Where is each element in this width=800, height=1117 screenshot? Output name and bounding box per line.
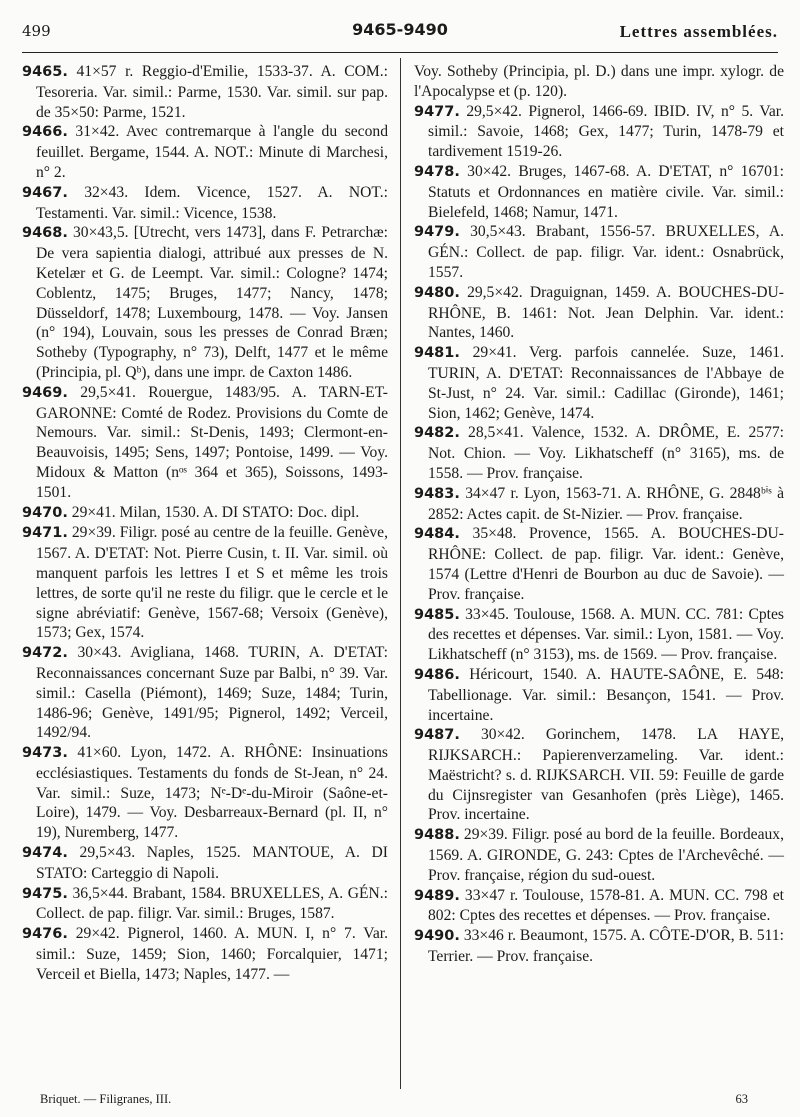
entry-number: 9476.	[22, 926, 68, 943]
entry-number: 9483.	[414, 485, 460, 502]
entry-number: 9481.	[414, 345, 460, 362]
entry-9472: 9472. 30×43. Avigliana, 1468. TURIN, A. D'ETAT: Reconnaissances concernant Suze par Balbi, n° 39. Var. simil.: Casella (Piémont), 1469; Suze, 1484; Turin, 1486-96; Genève, 1491/95; Pignerol, 1492; Verceil, 1492/94.	[22, 644, 388, 742]
entry-number: 9465.	[22, 64, 68, 80]
entry-9489: 9489. 33×47 r. Toulouse, 1578-81. A. MUN. CC. 798 et 802: Cptes des recettes et dépenses. — Prov. française.	[414, 886, 784, 925]
entry-9468: 9468. 30×43,5. [Utrecht, vers 1473], dans F. Petrarchæ: De vera sapientia dialogi, attribué aux presses de N. Ketelær et G. de Leempt. Var. simil.: Cologne? 1474; Coblentz, 1475; Bruges, 1477; Nancy, 1478; Düsseldorf, 1478; Luxembourg, 1478. — Voy. Jansen (n° 194), Louvain, sous les presses de Conrad Bræn; Sotheby (Typography, n° 73), Delft, 1477 et le même (Principia, pl. Qᵇ), dans une impr. de Caxton 1486.	[22, 224, 388, 381]
entry-9485: 9485. 33×45. Toulouse, 1568. A. MUN. CC. 781: Cptes des recettes et dépenses. Var. simil.: Lyon, 1581. — Voy. Likhatscheff (n° 3153), ms. de 1569. — Prov. française.	[414, 605, 784, 664]
entry-number: 9471.	[22, 525, 68, 542]
entry-number: 9486.	[414, 666, 460, 683]
entry-9474: 9474. 29,5×43. Naples, 1525. MANTOUE, A. DI STATO: Carteggio di Napoli.	[22, 844, 388, 882]
entry-9469: 9469. 29,5×41. Rouergue, 1483/95. A. TARN-ET-GARONNE: Comté de Rodez. Provisions du Comte de Nemours. Var. simil.: St-Denis, 1493; Clermont-en-Beauvoisis, 1495; Sens, 1497; Pontoise, 1499. — Voy. Midoux & Matton (nᵒˢ 364 et 365), Soissons, 1493-1501.	[22, 383, 388, 501]
entry-number: 9489.	[414, 887, 460, 904]
entry-number: 9480.	[414, 284, 460, 301]
footer-signature-number: 63	[735, 1092, 748, 1106]
section-title: Lettres assemblées.	[619, 22, 778, 41]
entry-number: 9474.	[22, 845, 68, 862]
entry-9476: 9476. 29×42. Pignerol, 1460. A. MUN. I, n° 7. Var. simil.: Suze, 1459; Sion, 1460; Forcalquier, 1471; Verceil et Biella, 1473; Naples, 1477. —	[22, 925, 388, 983]
entry-9479: 9479. 30,5×43. Brabant, 1556-57. BRUXELLES, A. GÉN.: Collect. de pap. filigr. Var. ident.: Osnabrück, 1557.	[414, 223, 784, 281]
entry-9478: 9478. 30×42. Bruges, 1467-68. A. D'ETAT, n° 16701: Statuts et Ordonnances en matière civile. Var. simil.: Bielefeld, 1468; Namur, 1471.	[414, 162, 784, 221]
entry-number: 9482.	[414, 425, 460, 442]
entry-number: 9479.	[414, 224, 460, 241]
entry-9481: 9481. 29×41. Verg. parfois cannelée. Suze, 1461. TURIN, A. D'ETAT: Reconnaissances de l'Abbaye de St-Just, n° 24. Var. simil.: Cadillac (Gironde), 1461; Sion, 1462; Genève, 1474.	[414, 344, 784, 422]
entry-9466: 9466. 31×42. Avec contremarque à l'angle du second feuillet. Bergame, 1544. A. NOT.: Minute di Marchesi, n° 2.	[22, 123, 388, 181]
entry-number: 9467.	[22, 184, 68, 201]
footer-citation: Briquet. — Filigranes, III.	[40, 1092, 172, 1106]
entry-9467: 9467. 32×43. Idem. Vicence, 1527. A. NOT.: Testamenti. Var. simil.: Vicence, 1538.	[22, 183, 388, 222]
header-rule	[22, 52, 778, 53]
entry-9488: 9488. 29×39. Filigr. posé au bord de la feuille. Bordeaux, 1569. A. GIRONDE, G. 243: Cptes de l'Archevêché. — Prov. française, région du sud-ouest.	[414, 826, 784, 884]
entry-number: 9485.	[414, 606, 460, 623]
entry-number: 9466.	[22, 124, 68, 141]
right-column	[414, 62, 784, 967]
entry-number: 9473.	[22, 745, 68, 762]
entry-9484: 9484. 35×48. Provence, 1565. A. BOUCHES-DU-RHÔNE: Collect. de pap. filigr. Var. ident.: Genève, 1574 (Lettre d'Henri de Bourbon au duc de Savoie). — Prov. française.	[414, 525, 784, 603]
entry-number: 9470.	[22, 504, 68, 521]
entry-9483: 9483. 34×47 r. Lyon, 1563-71. A. RHÔNE, G. 2848ᵇⁱˢ à 2852: Actes capit. de St-Nizier. — Prov. française.	[414, 484, 784, 523]
entry-9470: 9470. 29×41. Milan, 1530. A. DI STATO: Doc. dipl.	[22, 503, 360, 521]
entry-9465: 9465. 41×57 r. Reggio-d'Emilie, 1533-37. A. COM.: Tesoreria. Var. simil.: Parme, 1530. Var. simil. sur pap. de 35×50: Parme, 1521.	[22, 63, 388, 121]
entry-number: 9468.	[22, 225, 68, 242]
entry-9480: 9480. 29,5×42. Draguignan, 1459. A. BOUCHES-DU-RHÔNE, B. 1461: Not. Jean Delphin. Var. ident.: Nantes, 1460.	[414, 283, 784, 342]
entry-number: 9478.	[414, 163, 460, 180]
entry-range: 9465-9490	[352, 20, 448, 39]
page-number: 499	[22, 22, 51, 40]
entry-number: 9488.	[414, 827, 460, 844]
left-column	[22, 62, 388, 985]
entry-number: 9469.	[22, 384, 68, 401]
entry-number: 9472.	[22, 645, 68, 662]
entry-9487: 9487. 30×42. Gorinchem, 1478. LA HAYE, RIJKSARCH.: Papierenverzameling. Var. ident.: Maëstricht? s. d. RIJKSARCH. VII. 59: Feuille de garde du Cijnsregister van Gesanhofen (près Liège), 1465. Prov. incertaine.	[414, 726, 784, 824]
entry-9490: 9490. 33×46 r. Beaumont, 1575. A. CÔTE-D'OR, B. 511: Terrier. — Prov. française.	[414, 927, 784, 966]
entry-9475: 9475. 36,5×44. Brabant, 1584. BRUXELLES, A. GÉN.: Collect. de pap. filigr. Var. simil.: Bruges, 1587.	[22, 884, 388, 923]
entry-9482: 9482. 28,5×41. Valence, 1532. A. DRÔME, E. 2577: Not. Chion. — Voy. Likhatscheff (n° 3165), ms. de 1558. — Prov. française.	[414, 424, 784, 482]
entry-9477: 9477. 29,5×42. Pignerol, 1466-69. IBID. IV, n° 5. Var. simil.: Savoie, 1468; Gex, 1477; Turin, 1478-79 et tardivement 1519-26.	[414, 102, 784, 161]
entry-number: 9477.	[414, 103, 460, 120]
entry-number: 9484.	[414, 526, 460, 543]
entry-number: 9475.	[22, 885, 68, 902]
entry-9471: 9471. 29×39. Filigr. posé au centre de la feuille. Genève, 1567. A. D'ETAT: Not. Pierre Cusin, t. II. Var. simil. où manquent parfois les lettres I et S et même les trois lettres, de sorte qu'il ne reste du filigr. que le cercle et le signe abréviatif: Genève, 1567-68; Versoix (Genève), 1573; Gex, 1574.	[22, 524, 388, 642]
entry-9476-continued: Voy. Sotheby (Principia, pl. D.) dans une impr. xylogr. de l'Apocalypse et (p. 120).	[414, 63, 784, 100]
entry-9473: 9473. 41×60. Lyon, 1472. A. RHÔNE: Insinuations ecclésiastiques. Testaments du fonds de St-Jean, n° 24. Var. simil.: Suze, 1473; Nᵉ-Dᵉ-du-Miroir (Saône-et-Loire), 1479. — Voy. Desbarreaux-Bernard (pl. II, n° 19), Nuremberg, 1477.	[22, 744, 388, 842]
entry-number: 9487.	[414, 727, 460, 744]
entry-9486: 9486. Héricourt, 1540. A. HAUTE-SAÔNE, E. 548: Tabellionage. Var. simil.: Besançon, 1541. — Prov. incertaine.	[414, 665, 784, 724]
column-divider	[400, 58, 401, 1089]
page-header	[22, 20, 778, 46]
entry-number: 9490.	[414, 928, 460, 945]
